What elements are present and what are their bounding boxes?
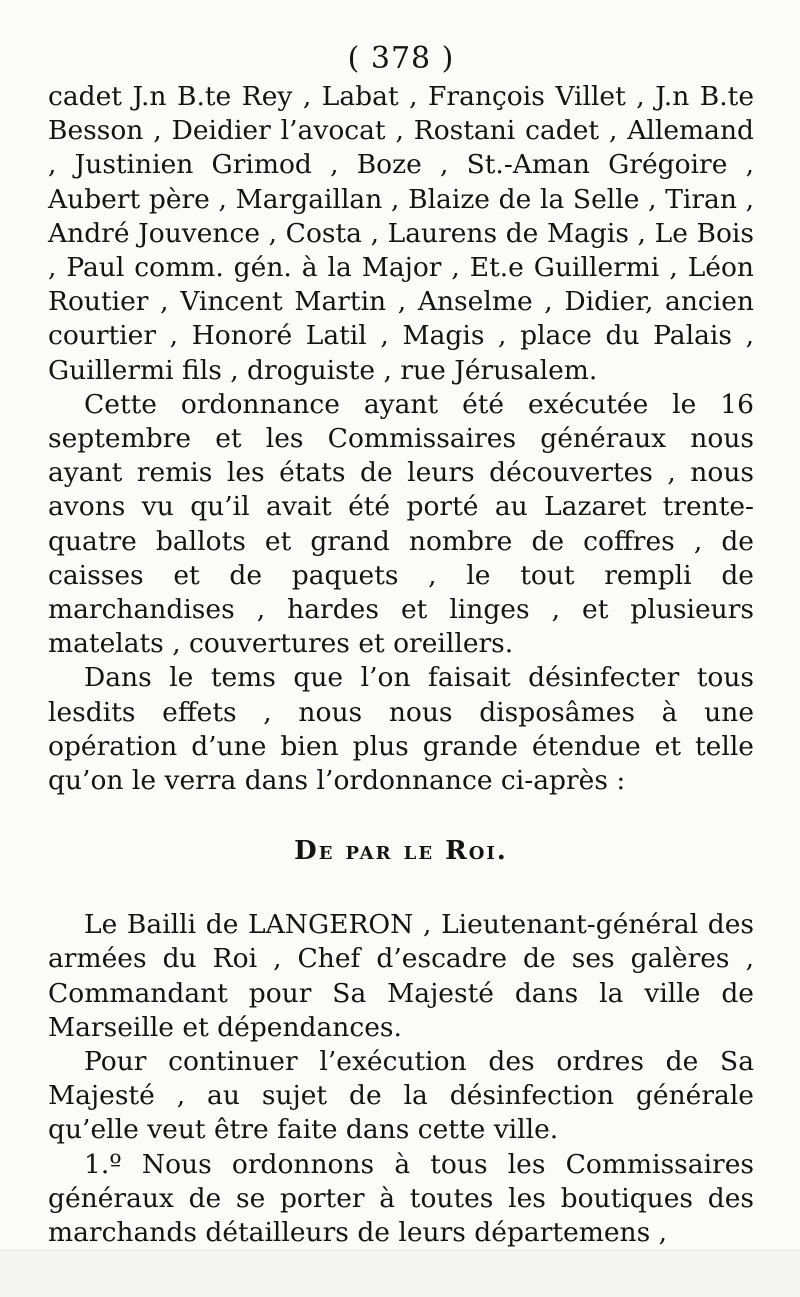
page-footer bbox=[0, 1250, 800, 1297]
paragraph-continue-execution: Pour continuer l’exécution des ordres de Sa Majesté , au sujet de la désinfection générale qu’elle veut être faite dans cette ville. bbox=[48, 1046, 754, 1146]
paragraph-article-1: 1.º Nous ordonnons à tous les Commissaires généraux de se porter à toutes les boutiques des marchands détailleurs de leurs départemens , bbox=[48, 1148, 754, 1249]
section-heading: De par le Roi. bbox=[294, 836, 508, 867]
paragraph-disinfection: Dans le tems que l’on faisait désinfecter tous lesdits effets , nous nous disposâmes à une opération d’une bien plus grande étendue et telle qu’on le verra dans l’ordonnance ci-après : bbox=[48, 662, 754, 797]
paragraph-names-list: cadet J.n B.te Rey , Labat , François Villet , J.n B.te Besson , Deidier l’avocat , Rostani cadet , Allemand , Justinien Grimod , Boze , St.-Aman Grégoire , Aubert père , Margaillan , Blaize de la Selle , Tiran , André Jouvence , Costa , Laurens de Magis , Le Bois , Paul comm. gén. à la Major , Et.e Guillermi , Léon Routier , Vincent Martin , Anselme , Didier, ancien courtier , Honoré Latil , Magis , place du Palais , Guillermi fils , droguiste , rue Jérusalem. bbox=[48, 81, 754, 386]
paragraph-langeron: Le Bailli de LANGERON , Lieutenant-général des armées du Roi , Chef d’escadre de ses galères , Commandant pour Sa Majesté dans la ville de Marseille et dépendances. bbox=[48, 909, 754, 1043]
paragraph-ordonnance-executed: Cette ordonnance ayant été exécutée le 16 septembre et les Commissaires généraux nous ayant remis les états de leurs découvertes , nous avons vu qu’il avait été porté au Lazaret trente-quatre ballots et grand nombre de coffres , de caisses et de paquets , le tout rempli de marchandises , hardes et linges , et plusieurs matelats , couvertures et oreillers. bbox=[48, 388, 754, 660]
page-number: ( 378 ) bbox=[347, 41, 455, 76]
